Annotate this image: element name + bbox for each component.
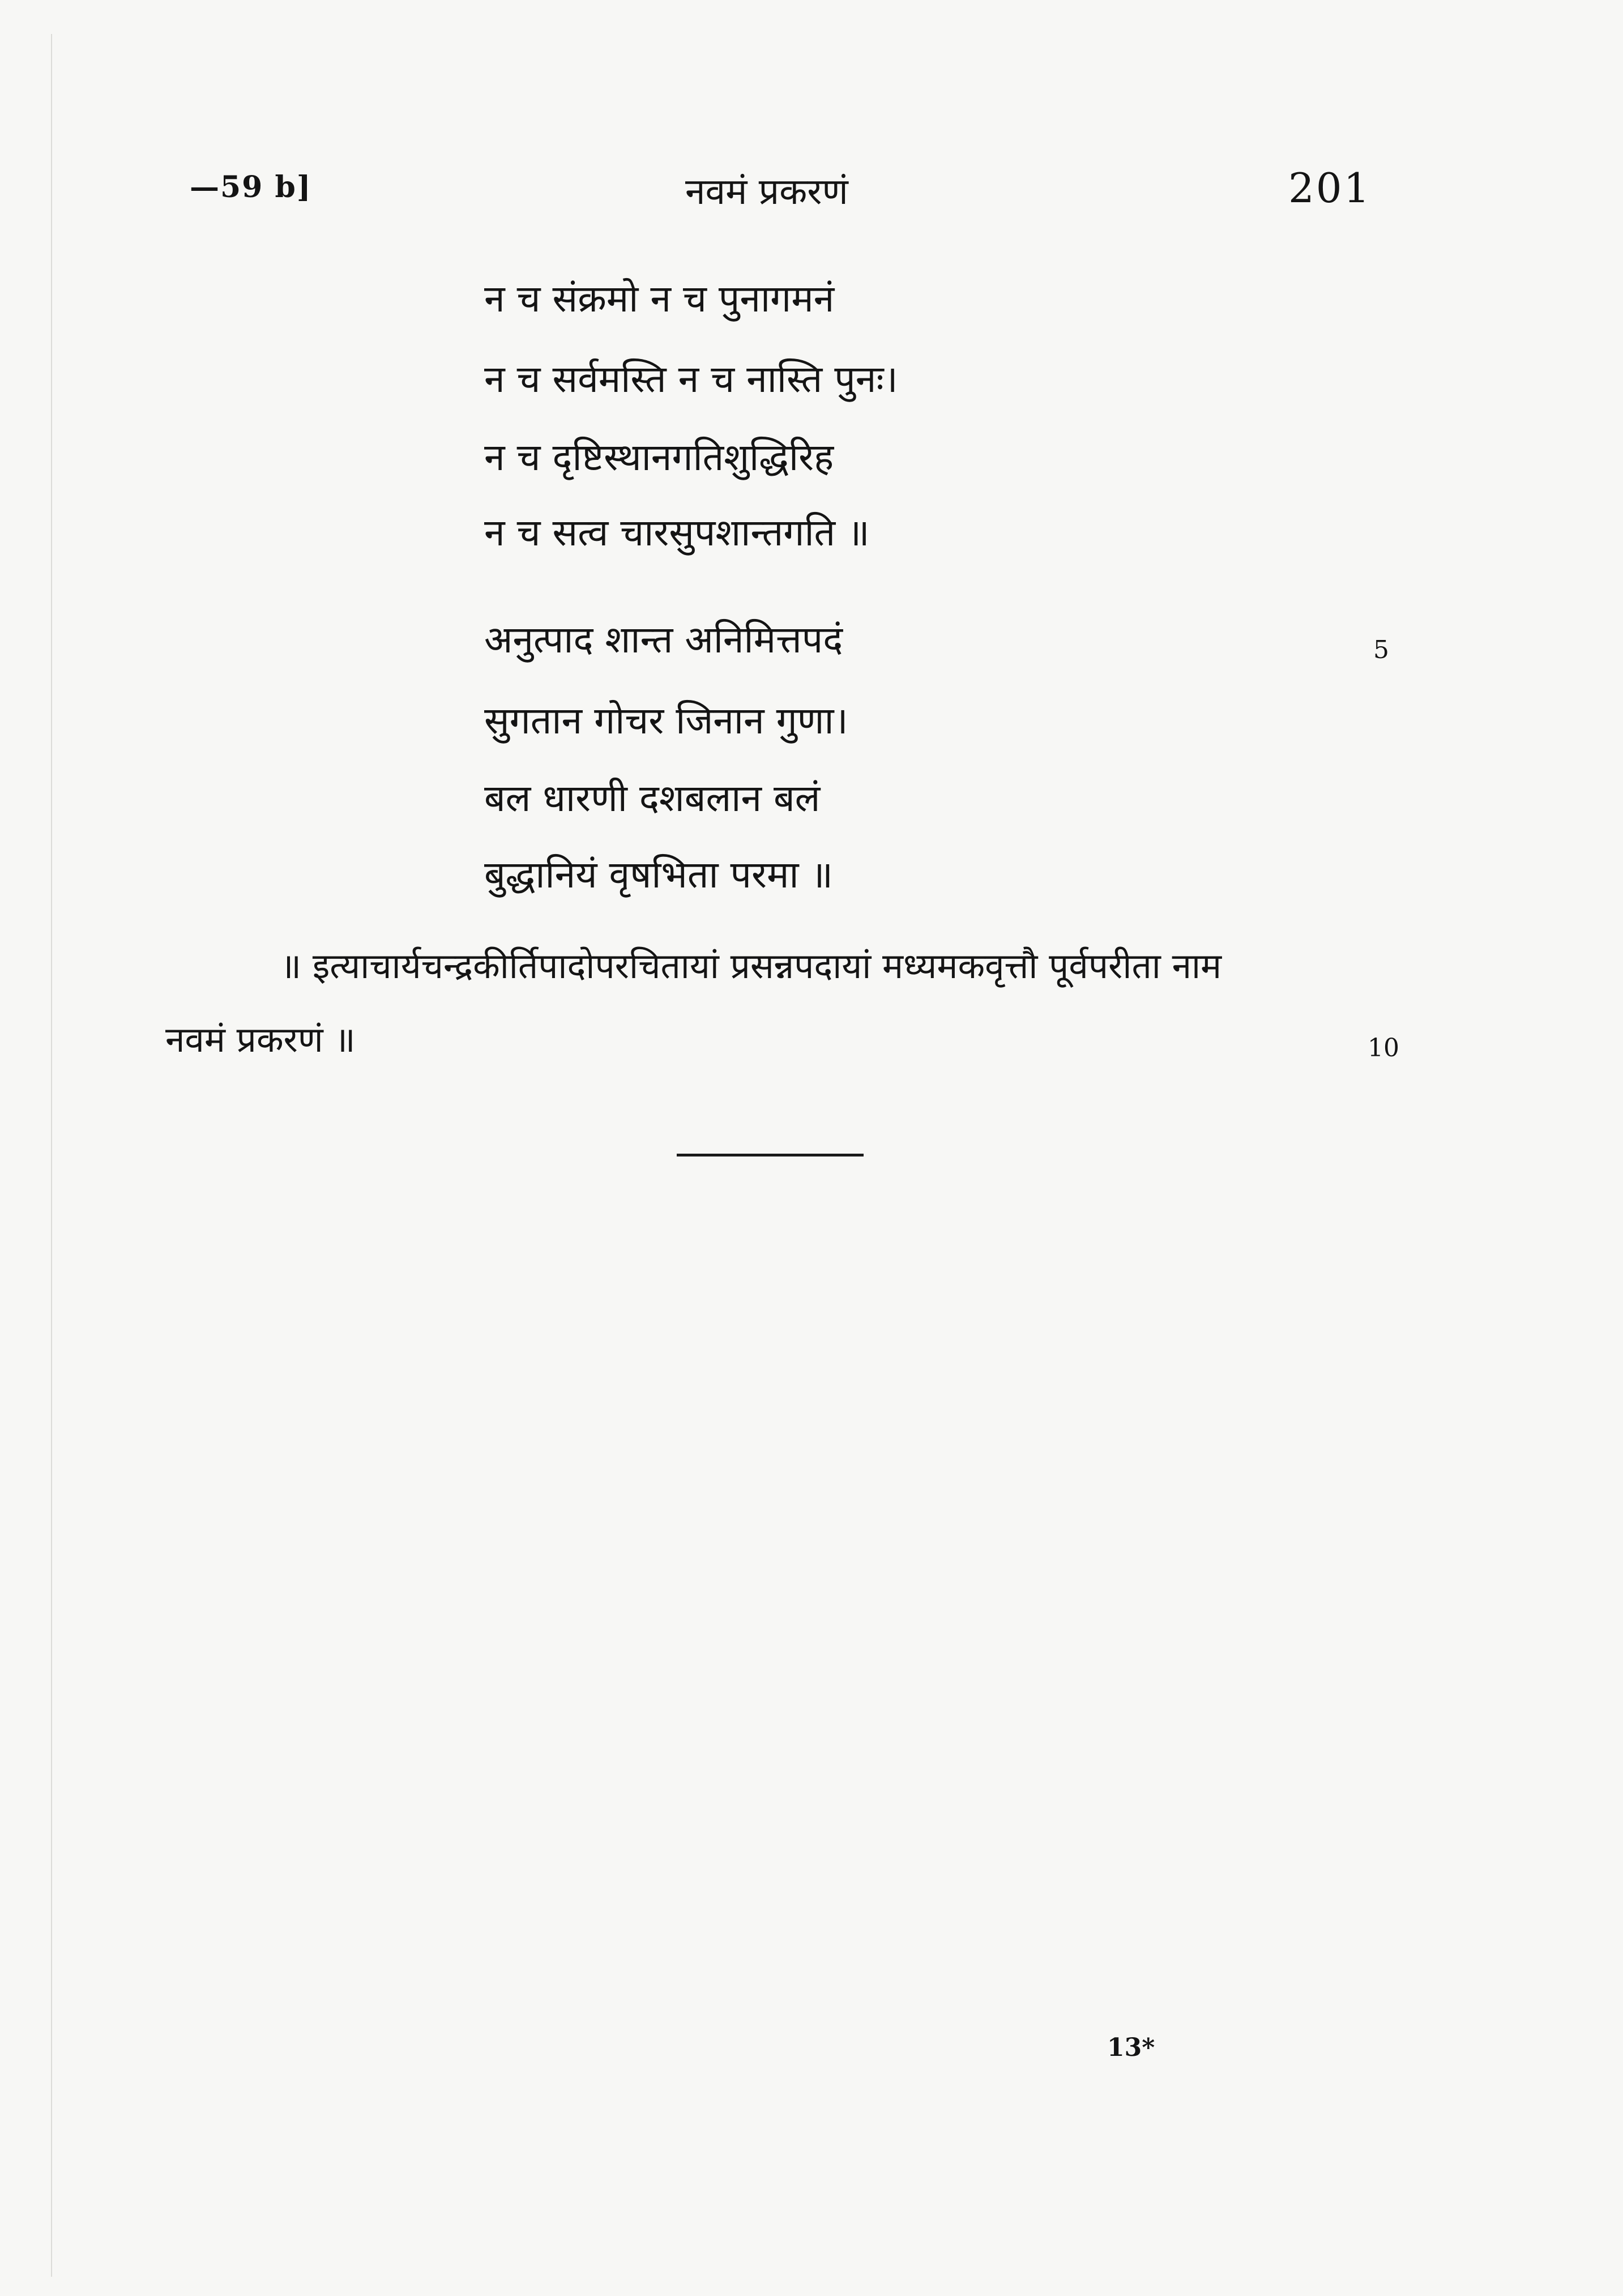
verse-line-3: न च दृष्टिस्थानगतिशुद्धिरिह — [484, 436, 834, 479]
page-number: 201 — [1288, 164, 1372, 212]
closing-rule — [677, 1154, 864, 1156]
folio-reference: —59 b] — [190, 170, 312, 204]
verse-line-2: न च सर्वमस्ति न च नास्ति पुनः। — [484, 357, 898, 401]
running-title: नवमं प्रकरणं — [685, 171, 848, 213]
signature-mark: 13* — [1107, 2033, 1155, 2062]
line-number-10: 10 — [1368, 1034, 1399, 1062]
verse-line-1: न च संक्रमो न च पुनागमनं — [484, 277, 835, 321]
verse-line-8: बुद्धानियं वृषभिता परमा ॥ — [484, 853, 834, 897]
line-number-5: 5 — [1373, 635, 1389, 664]
page-edge-shadow — [51, 34, 52, 2277]
verse-line-6: सुगतान गोचर जिनान गुणा। — [484, 699, 848, 742]
verse-line-7: बल धारणी दशबलान बलं — [484, 776, 821, 820]
colophon-line-1: ॥ इत्याचार्यचन्द्रकीर्तिपादोपरचितायां प्रसन्नपदायां मध्यमकवृत्तौ पूर्वपरीता नाम — [280, 945, 1222, 987]
colophon-line-2: नवमं प्रकरणं ॥ — [165, 1019, 356, 1060]
verse-line-5: अनुत्पाद शान्त अनिमित्तपदं — [484, 618, 843, 662]
verse-line-4: न च सत्व चारसुपशान्तगति ॥ — [484, 511, 870, 554]
